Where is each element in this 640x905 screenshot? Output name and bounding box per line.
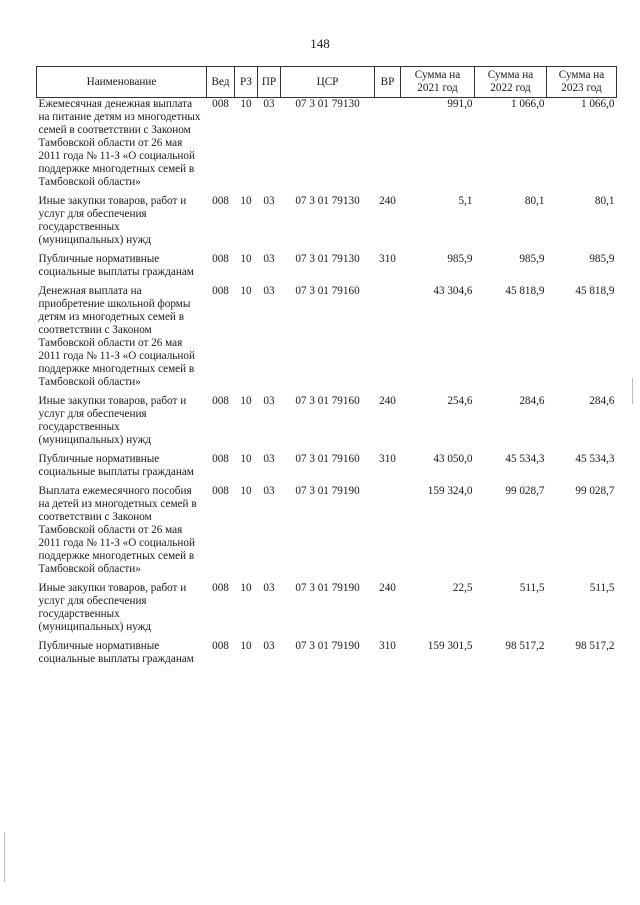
cell-sum-2023: 45 818,9 bbox=[575, 285, 615, 297]
cell-rz: 10 bbox=[240, 98, 252, 110]
cell-sum-2021: 254,6 bbox=[447, 395, 473, 407]
cell-sum-2021: 159 324,0 bbox=[427, 485, 473, 497]
cell-rz: 10 bbox=[240, 640, 252, 652]
cell-sum-2023: 98 517,2 bbox=[575, 640, 615, 652]
table-row bbox=[37, 640, 617, 672]
table-row bbox=[37, 98, 617, 196]
cell-pr: 03 bbox=[263, 195, 275, 207]
header-csr: ЦСР bbox=[281, 67, 375, 98]
cell-sum-2021: 5,1 bbox=[458, 195, 473, 207]
cell-name: Денежная выплата на приобретение школьной формы детям из многодетных семей в соответствии с Законом Тамбовской области от 26 мая 2011 года № 11-З «О социальной поддержке многодетных семей в Тамбовской области» bbox=[38, 285, 195, 388]
cell-sum-2023: 985,9 bbox=[589, 253, 615, 265]
header-ved: Вед bbox=[207, 67, 235, 98]
cell-sum-2023: 99 028,7 bbox=[575, 485, 615, 497]
cell-vr: 310 bbox=[379, 640, 396, 652]
cell-sum-2021: 159 301,5 bbox=[427, 640, 473, 652]
cell-ved: 008 bbox=[212, 582, 229, 594]
cell-pr: 03 bbox=[263, 453, 275, 465]
cell-vr: 310 bbox=[379, 453, 396, 465]
cell-pr: 03 bbox=[263, 253, 275, 265]
cell-sum-2022: 45 534,3 bbox=[505, 453, 545, 465]
cell-sum-2023: 511,5 bbox=[589, 582, 615, 594]
cell-name: Публичные нормативные социальные выплаты гражданам bbox=[38, 253, 194, 278]
cell-sum-2023: 1 066,0 bbox=[580, 98, 615, 110]
cell-ved: 008 bbox=[212, 453, 229, 465]
cell-sum-2022: 985,9 bbox=[519, 253, 545, 265]
scan-mark-left bbox=[4, 832, 5, 882]
scan-mark-right bbox=[632, 378, 633, 404]
cell-name: Иные закупки товаров, работ и услуг для обеспечения государственных (муниципальных) нужд bbox=[38, 395, 187, 446]
table-body bbox=[37, 98, 617, 673]
cell-csr: 07 3 01 79130 bbox=[295, 195, 360, 207]
cell-pr: 03 bbox=[263, 485, 275, 497]
cell-csr: 07 3 01 79160 bbox=[295, 453, 360, 465]
cell-sum-2021: 22,5 bbox=[452, 582, 473, 594]
cell-ved: 008 bbox=[212, 98, 229, 110]
cell-sum-2022: 1 066,0 bbox=[510, 98, 545, 110]
cell-sum-2023: 45 534,3 bbox=[575, 453, 615, 465]
cell-pr: 03 bbox=[263, 395, 275, 407]
cell-name: Ежемесячная денежная выплата на питание детям из многодетных семей в соответствии с Законом Тамбовской области от 26 мая 2011 года № 11-З «О социальной поддержке многодетных семей в Тамбовской области» bbox=[38, 98, 201, 188]
cell-ved: 008 bbox=[212, 395, 229, 407]
cell-ved: 008 bbox=[212, 253, 229, 265]
cell-vr: 310 bbox=[379, 253, 396, 265]
table-row bbox=[37, 253, 617, 285]
page-number: 148 bbox=[310, 36, 330, 51]
header-sum-2022: Сумма на 2022 год bbox=[475, 67, 547, 98]
cell-sum-2022: 99 028,7 bbox=[505, 485, 545, 497]
budget-table bbox=[36, 66, 617, 672]
cell-sum-2022: 511,5 bbox=[519, 582, 545, 594]
cell-vr: 240 bbox=[379, 195, 396, 207]
cell-pr: 03 bbox=[263, 582, 275, 594]
cell-sum-2022: 284,6 bbox=[519, 395, 545, 407]
header-rz: РЗ bbox=[235, 67, 258, 98]
cell-sum-2021: 43 304,6 bbox=[433, 285, 473, 297]
cell-rz: 10 bbox=[240, 253, 252, 265]
cell-ved: 008 bbox=[212, 195, 229, 207]
cell-csr: 07 3 01 79130 bbox=[295, 98, 360, 110]
cell-vr: 240 bbox=[379, 582, 396, 594]
cell-vr bbox=[375, 285, 401, 395]
header-sum-2021: Сумма на 2021 год bbox=[401, 67, 475, 98]
cell-csr: 07 3 01 79130 bbox=[295, 253, 360, 265]
header-name: Наименование bbox=[37, 67, 207, 98]
cell-sum-2022: 80,1 bbox=[524, 195, 545, 207]
cell-name: Выплата ежемесячного пособия на детей из многодетных семей в соответствии с Законом Тамбовской области от 26 мая 2011 года № 11-З «О социальной поддержке многодетных семей в Тамбовской области» bbox=[38, 485, 197, 575]
table-row bbox=[37, 485, 617, 582]
cell-rz: 10 bbox=[240, 195, 252, 207]
cell-rz: 10 bbox=[240, 395, 252, 407]
table-header bbox=[37, 67, 617, 98]
header-sum-2023: Сумма на 2023 год bbox=[547, 67, 617, 98]
cell-vr: 240 bbox=[379, 395, 396, 407]
cell-sum-2021: 991,0 bbox=[447, 98, 473, 110]
cell-sum-2021: 43 050,0 bbox=[433, 453, 473, 465]
table-row bbox=[37, 285, 617, 395]
cell-ved: 008 bbox=[212, 640, 229, 652]
cell-pr: 03 bbox=[263, 285, 275, 297]
cell-csr: 07 3 01 79160 bbox=[295, 395, 360, 407]
cell-rz: 10 bbox=[240, 582, 252, 594]
cell-sum-2023: 80,1 bbox=[594, 195, 615, 207]
cell-name: Публичные нормативные социальные выплаты гражданам bbox=[38, 453, 194, 478]
cell-sum-2023: 284,6 bbox=[589, 395, 615, 407]
cell-name: Иные закупки товаров, работ и услуг для обеспечения государственных (муниципальных) нужд bbox=[38, 582, 187, 633]
cell-csr: 07 3 01 79160 bbox=[295, 285, 360, 297]
table-row bbox=[37, 453, 617, 485]
cell-sum-2022: 45 818,9 bbox=[505, 285, 545, 297]
cell-csr: 07 3 01 79190 bbox=[295, 582, 360, 594]
cell-rz: 10 bbox=[240, 453, 252, 465]
cell-sum-2021: 985,9 bbox=[447, 253, 473, 265]
table-row bbox=[37, 395, 617, 453]
table-row bbox=[37, 195, 617, 253]
cell-rz: 10 bbox=[240, 285, 252, 297]
cell-pr: 03 bbox=[263, 98, 275, 110]
cell-pr: 03 bbox=[263, 640, 275, 652]
cell-vr bbox=[375, 98, 401, 196]
cell-csr: 07 3 01 79190 bbox=[295, 640, 360, 652]
cell-sum-2022: 98 517,2 bbox=[505, 640, 545, 652]
cell-csr: 07 3 01 79190 bbox=[295, 485, 360, 497]
header-vr: ВР bbox=[375, 67, 401, 98]
header-pr: ПР bbox=[258, 67, 281, 98]
cell-vr bbox=[375, 485, 401, 582]
cell-ved: 008 bbox=[212, 485, 229, 497]
cell-rz: 10 bbox=[240, 485, 252, 497]
cell-ved: 008 bbox=[212, 285, 229, 297]
cell-name: Публичные нормативные социальные выплаты гражданам bbox=[38, 640, 194, 665]
table-row bbox=[37, 582, 617, 640]
cell-name: Иные закупки товаров, работ и услуг для обеспечения государственных (муниципальных) нужд bbox=[38, 195, 187, 246]
